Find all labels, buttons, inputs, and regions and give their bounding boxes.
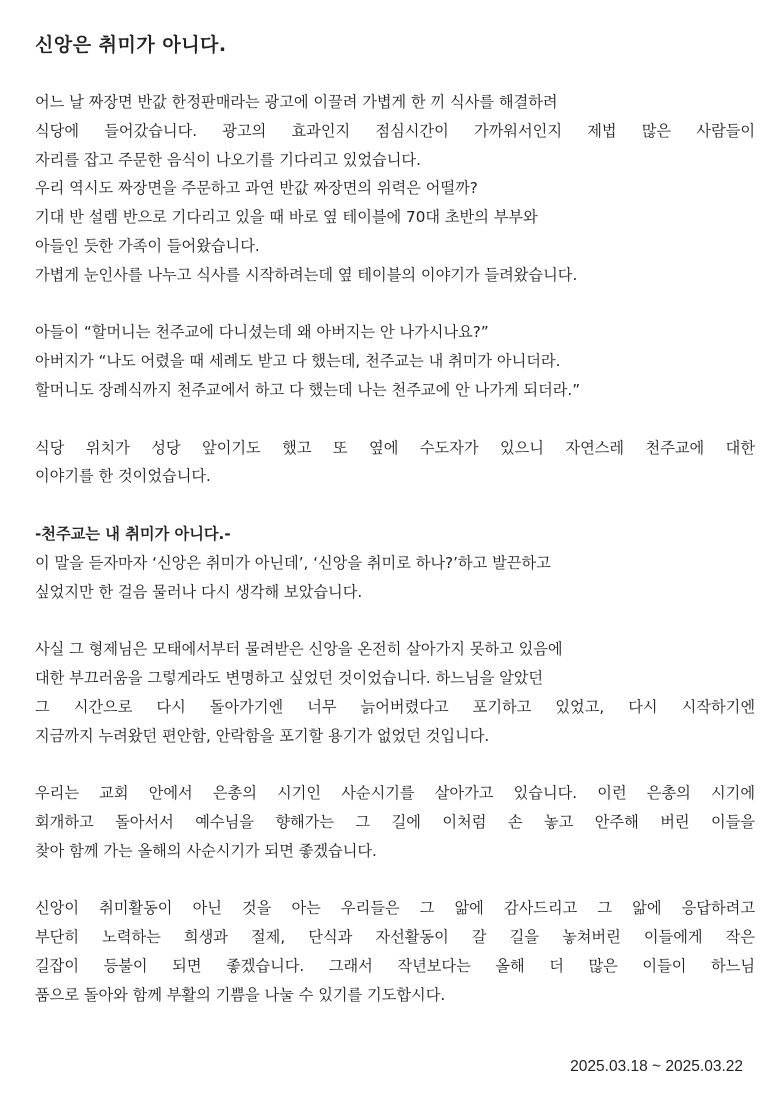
paragraph [35, 434, 755, 492]
text-line: 신앙이 취미활동이 아닌 것을 아는 우리들은 그 앎에 감사드리고 그 앎에 응답하려고 [35, 899, 755, 918]
emphasis-line: -천주교는 내 취미가 아니다.- [35, 524, 231, 543]
text-line: 지금까지 누려왔던 편안함, 안락함을 포기할 용기가 없었던 것입니다. [35, 726, 490, 745]
paragraph [35, 894, 755, 1009]
text-line: 회개하고 돌아서서 예수님을 향해가는 그 길에 이처럼 손 놓고 안주해 버린 이들을 [35, 812, 755, 831]
text-line: 아버지가 “나도 어렸을 때 세례도 받고 다 했는데, 천주교는 내 취미가 아니더라. [35, 352, 561, 371]
document-body [35, 88, 755, 1038]
text-line: 자리를 잡고 주문한 음식이 나오기를 기다리고 있었습니다. [35, 150, 421, 169]
text-line: 식당 위치가 성당 앞이기도 했고 또 옆에 수도자가 있으니 자연스레 천주교에 대한 [35, 438, 755, 457]
text-line: 사실 그 형제님은 모태에서부터 물려받은 신앙을 온전히 살아가지 못하고 있음에 [35, 640, 563, 659]
text-line: 우리 역시도 짜장면을 주문하고 과연 반값 짜장면의 위력은 어떨까? [35, 179, 478, 198]
text-line: 가볍게 눈인사를 나누고 식사를 시작하려는데 옆 테이블의 이야기가 들려왔습니다. [35, 265, 578, 284]
paragraph [35, 779, 755, 865]
paragraph [35, 635, 755, 750]
text-line: 대한 부끄러움을 그렇게라도 변명하고 싶었던 것이었습니다. 하느님을 알았던 [35, 668, 544, 687]
text-line: 부단히 노력하는 희생과 절제, 단식과 자선활동이 갈 길을 놓쳐버린 이들에게 작은 [35, 928, 755, 947]
text-line: 할머니도 장례식까지 천주교에서 하고 다 했는데 나는 천주교에 안 나가게 되더라.” [35, 380, 581, 399]
text-line: 이야기를 한 것이었습니다. [35, 467, 211, 486]
paragraph [35, 88, 755, 290]
paragraph [35, 520, 755, 606]
text-line: 싶었지만 한 걸음 물러나 다시 생각해 보았습니다. [35, 582, 363, 601]
text-line: 아들인 듯한 가족이 들어왔습니다. [35, 236, 260, 255]
text-line: 이 말을 듣자마자 ‘신앙은 취미가 아닌데’, ‘신앙을 취미로 하나?’하고 발끈하고 [35, 553, 551, 572]
text-line: 우리는 교회 안에서 은총의 시기인 사순시기를 살아가고 있습니다. 이런 은총의 시기에 [35, 784, 755, 803]
text-line: 어느 날 짜장면 반값 한정판매라는 광고에 이끌려 가볍게 한 끼 식사를 해결하려 [35, 93, 558, 111]
date-range: 2025.03.18 ~ 2025.03.22 [570, 1058, 743, 1075]
text-line: 아들이 “할머니는 천주교에 다니셨는데 왜 아버지는 안 나가시나요?” [35, 323, 489, 342]
text-line: 그 시간으로 다시 돌아가기엔 너무 늙어버렸다고 포기하고 있었고, 다시 시작하기엔 [35, 697, 755, 716]
text-line: 찾아 함께 가는 올해의 사순시기가 되면 좋겠습니다. [35, 841, 377, 860]
text-line: 품으로 돌아와 함께 부활의 기쁨을 나눌 수 있기를 기도합시다. [35, 985, 446, 1004]
text-line: 길잡이 등불이 되면 좋겠습니다. 그래서 작년보다는 올해 더 많은 이들이 하느님 [35, 956, 755, 975]
text-line: 식당에 들어갔습니다. 광고의 효과인지 점심시간이 가까워서인지 제법 많은 사람들이 [35, 121, 755, 140]
paragraph [35, 318, 755, 404]
document-title: 신앙은 취미가 아니다. [35, 34, 227, 56]
text-line: 기대 반 설렘 반으로 기다리고 있을 때 바로 옆 테이블에 70대 초반의 부부와 [35, 208, 538, 227]
